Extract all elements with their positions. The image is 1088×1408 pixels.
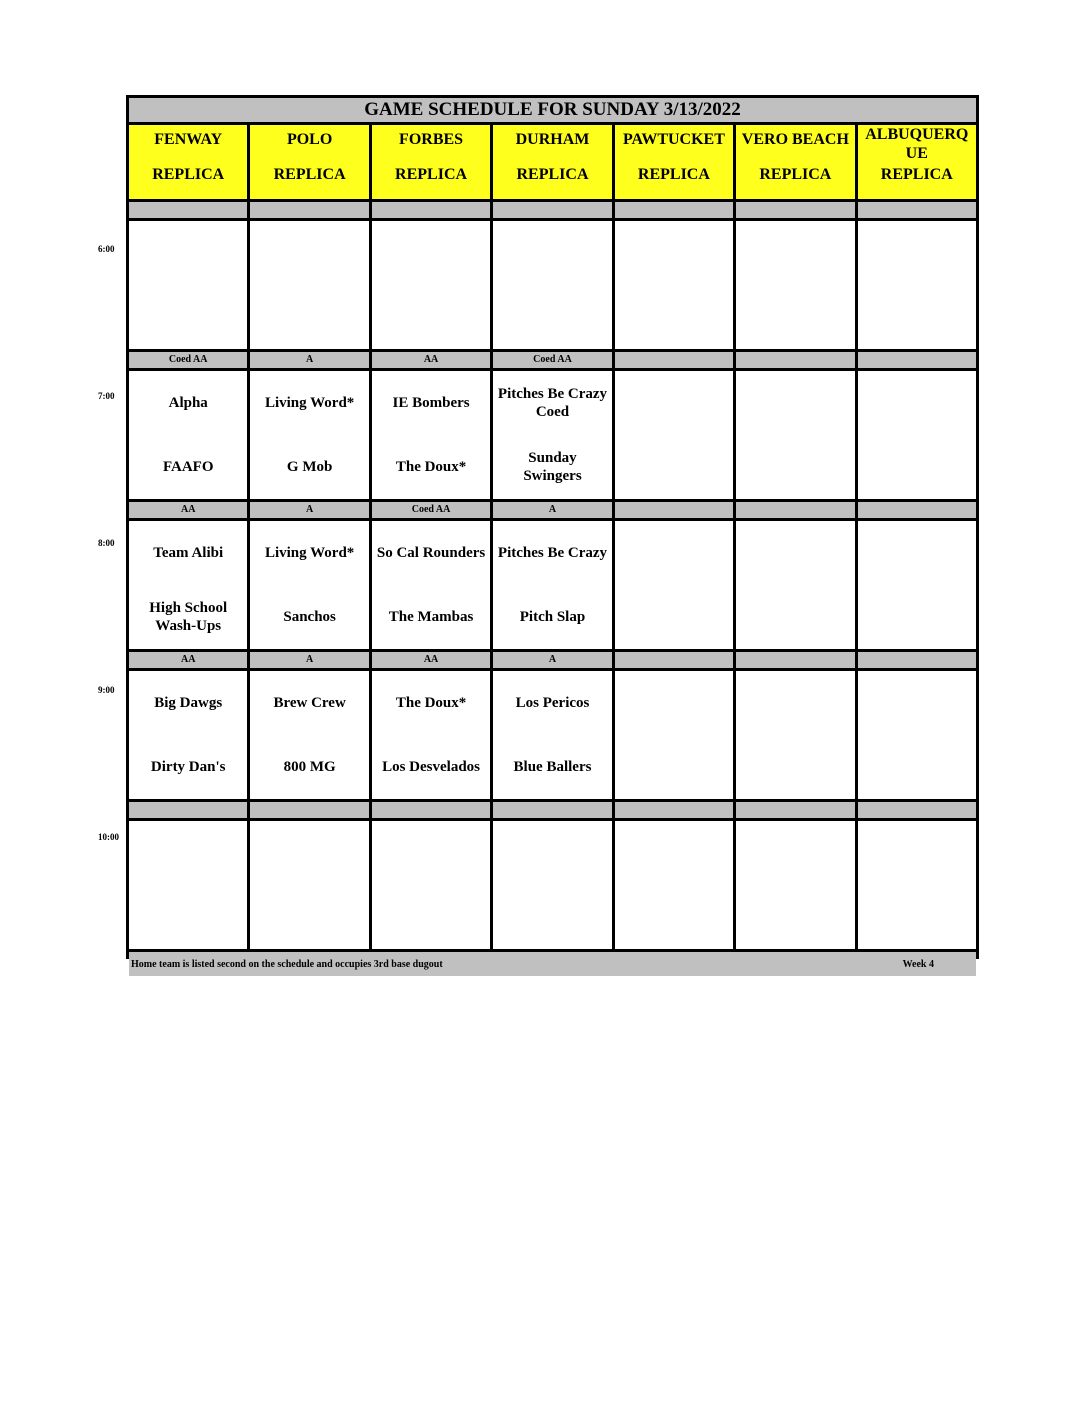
- time-label: 6:00: [98, 244, 115, 254]
- game-cell: [372, 371, 490, 499]
- time-label: 7:00: [98, 391, 115, 401]
- game-cell: [736, 671, 854, 799]
- division-label: [615, 202, 733, 218]
- division-label: [129, 802, 247, 818]
- home-team: 800 MG: [283, 759, 336, 775]
- game-cell: [129, 671, 247, 799]
- division-label: Coed AA: [129, 352, 247, 368]
- away-team: Living Word*: [264, 395, 355, 411]
- division-label: [858, 652, 976, 668]
- home-team: Blue Ballers: [513, 759, 592, 775]
- division-label: Coed AA: [493, 352, 611, 368]
- time-label: 8:00: [98, 538, 115, 548]
- field-header-1: [250, 125, 368, 199]
- division-label: [615, 802, 733, 818]
- field-subtitle: REPLICA: [516, 166, 589, 183]
- division-label: A: [493, 502, 611, 518]
- field-subtitle: REPLICA: [880, 166, 953, 183]
- division-label: [736, 652, 854, 668]
- game-cell: [250, 821, 368, 949]
- away-team: Alpha: [168, 395, 208, 411]
- game-cell: [129, 371, 247, 499]
- game-cell: [372, 521, 490, 649]
- game-cell: [493, 371, 611, 499]
- game-cell: [858, 521, 976, 649]
- home-team: High School Wash-Ups: [149, 600, 228, 634]
- division-label: [858, 502, 976, 518]
- field-header-4: [615, 125, 733, 199]
- division-label: [615, 652, 733, 668]
- away-team: Pitches Be Crazy: [497, 545, 608, 561]
- division-label: [736, 202, 854, 218]
- home-team: Pitch Slap: [519, 609, 586, 625]
- away-team: Team Alibi: [153, 545, 224, 561]
- field-header-0: [129, 125, 247, 199]
- game-cell: [493, 671, 611, 799]
- field-subtitle: REPLICA: [759, 166, 832, 183]
- footer-note: Home team is listed second on the schedule and occupies 3rd base dugout: [131, 958, 443, 970]
- game-cell: [736, 371, 854, 499]
- game-cell: [736, 821, 854, 949]
- away-team: So Cal Rounders: [376, 545, 486, 561]
- game-cell: [493, 821, 611, 949]
- home-team: The Doux*: [395, 459, 467, 475]
- game-cell: [615, 371, 733, 499]
- game-cell: [858, 671, 976, 799]
- division-label: [736, 352, 854, 368]
- game-cell: [129, 821, 247, 949]
- division-label: A: [250, 652, 368, 668]
- game-cell: [493, 521, 611, 649]
- field-name: ALBUQUERQUE: [865, 126, 969, 162]
- home-team: Sunday Swingers: [523, 450, 582, 484]
- time-label: 10:00: [98, 832, 119, 842]
- game-cell: [493, 221, 611, 349]
- division-label: [858, 802, 976, 818]
- division-label: AA: [129, 652, 247, 668]
- game-cell: [372, 671, 490, 799]
- game-cell: [372, 821, 490, 949]
- division-label: AA: [372, 652, 490, 668]
- field-name: DURHAM: [515, 131, 590, 148]
- division-label: [736, 502, 854, 518]
- away-team: The Doux*: [395, 695, 467, 711]
- field-name: PAWTUCKET: [622, 131, 725, 148]
- home-team: Dirty Dan's: [150, 759, 226, 775]
- home-team: FAAFO: [162, 459, 214, 475]
- field-name: FENWAY: [154, 131, 223, 148]
- home-team: Sanchos: [283, 609, 336, 625]
- field-header-5: [736, 125, 854, 199]
- division-label: [615, 502, 733, 518]
- game-cell: [250, 371, 368, 499]
- schedule-title: GAME SCHEDULE FOR SUNDAY 3/13/2022: [129, 98, 976, 122]
- game-cell: [372, 221, 490, 349]
- game-cell: [250, 221, 368, 349]
- division-label: [493, 202, 611, 218]
- game-cell: [858, 221, 976, 349]
- division-label: [250, 202, 368, 218]
- division-label: [372, 202, 490, 218]
- home-team: The Mambas: [388, 609, 474, 625]
- away-team: IE Bombers: [392, 395, 470, 411]
- division-label: [736, 802, 854, 818]
- game-cell: [615, 671, 733, 799]
- game-cell: [615, 821, 733, 949]
- week-label: Week 4: [902, 958, 934, 970]
- schedule-footer: [129, 952, 976, 976]
- game-cell: [129, 521, 247, 649]
- division-label: A: [493, 652, 611, 668]
- division-label: A: [250, 352, 368, 368]
- field-subtitle: REPLICA: [273, 166, 346, 183]
- game-cell: [250, 671, 368, 799]
- field-subtitle: REPLICA: [637, 166, 710, 183]
- division-label: [372, 802, 490, 818]
- away-team: Living Word*: [264, 545, 355, 561]
- schedule-table: [126, 95, 979, 970]
- game-cell: [250, 521, 368, 649]
- away-team: Big Dawgs: [154, 695, 223, 711]
- time-label: 9:00: [98, 685, 115, 695]
- game-cell: [858, 821, 976, 949]
- away-team: Brew Crew: [273, 695, 346, 711]
- division-label: [858, 352, 976, 368]
- field-name: VERO BEACH: [741, 131, 849, 148]
- home-team: G Mob: [286, 459, 333, 475]
- field-subtitle: REPLICA: [395, 166, 468, 183]
- division-label: A: [250, 502, 368, 518]
- game-cell: [858, 371, 976, 499]
- division-label: [129, 202, 247, 218]
- game-cell: [129, 221, 247, 349]
- field-header-3: [493, 125, 611, 199]
- field-subtitle: REPLICA: [152, 166, 225, 183]
- division-label: AA: [372, 352, 490, 368]
- division-label: [493, 802, 611, 818]
- field-header-6: [858, 125, 976, 199]
- game-cell: [615, 521, 733, 649]
- division-label: [858, 202, 976, 218]
- field-header-2: [372, 125, 490, 199]
- division-label: Coed AA: [372, 502, 490, 518]
- division-label: [615, 352, 733, 368]
- field-name: FORBES: [399, 131, 464, 148]
- game-cell: [615, 221, 733, 349]
- game-cell: [736, 221, 854, 349]
- field-name: POLO: [286, 131, 333, 148]
- division-label: AA: [129, 502, 247, 518]
- away-team: Los Pericos: [515, 695, 590, 711]
- game-cell: [736, 521, 854, 649]
- division-label: [250, 802, 368, 818]
- home-team: Los Desvelados: [382, 759, 481, 775]
- away-team: Pitches Be Crazy Coed: [497, 386, 608, 420]
